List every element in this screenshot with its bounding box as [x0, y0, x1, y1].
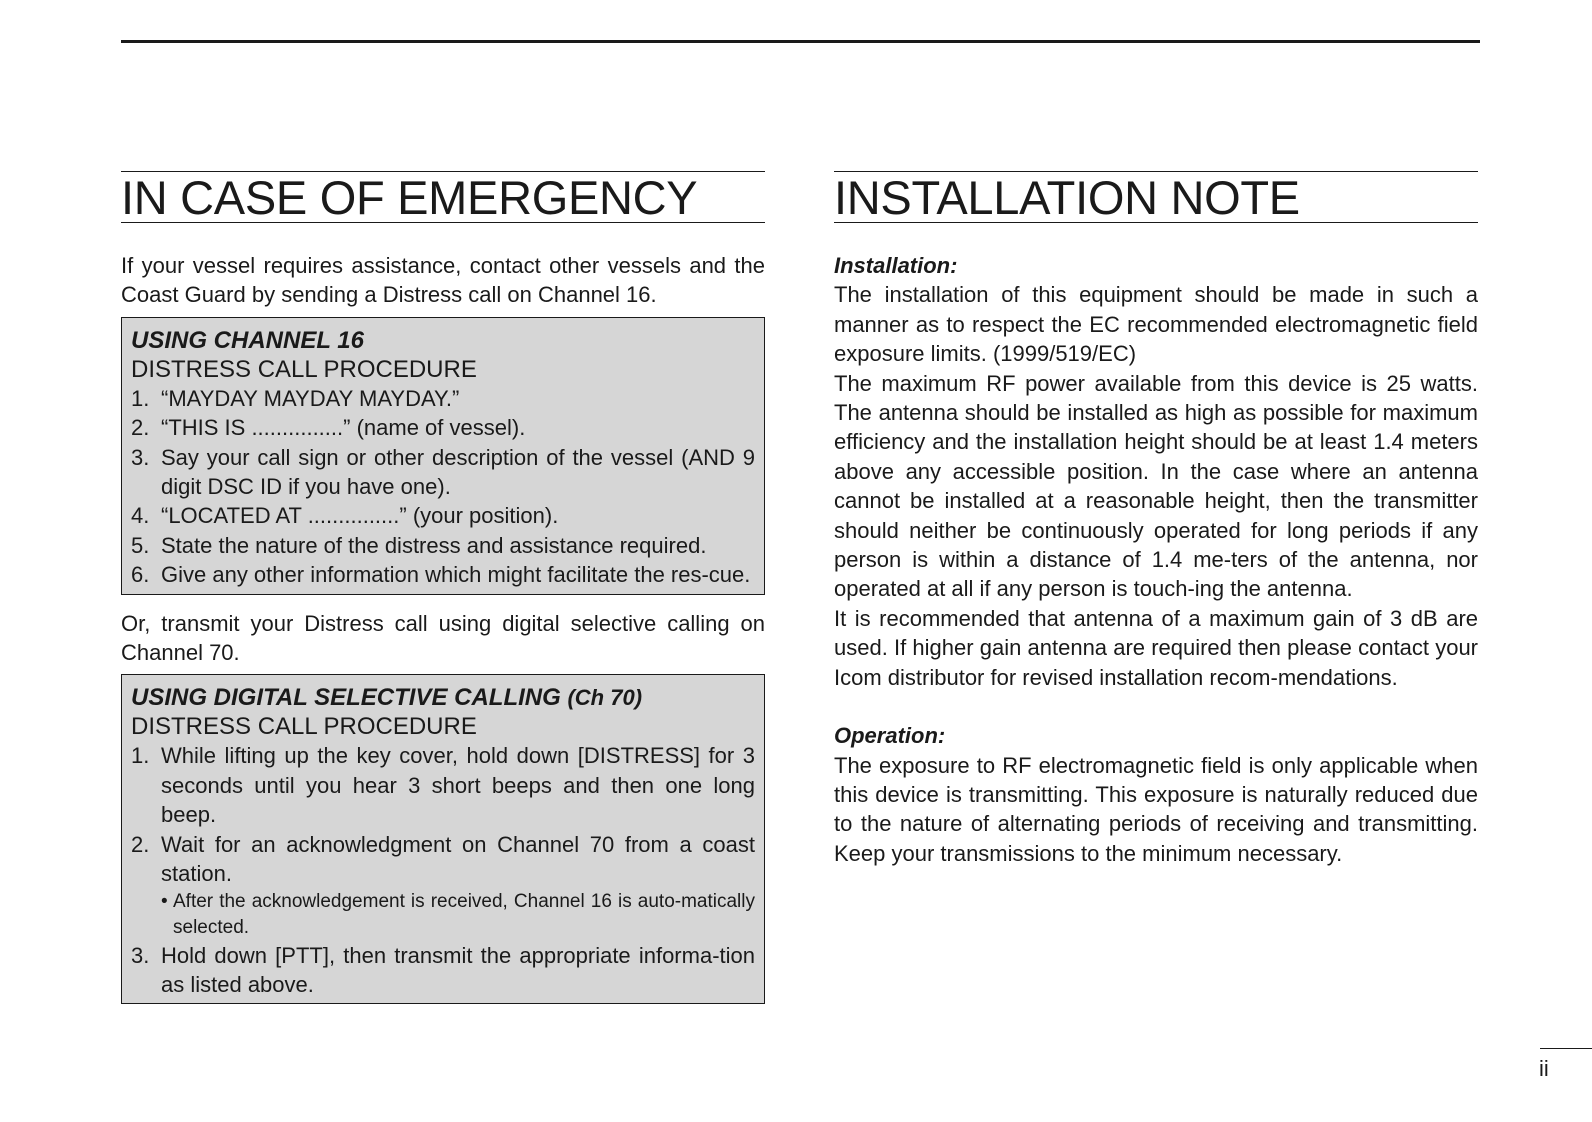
dsc-box-channel: (Ch 70)	[567, 685, 643, 711]
list-item	[131, 531, 755, 560]
list-item	[131, 830, 755, 889]
list-item	[131, 413, 755, 442]
step-text: While lifting up the key cover, hold down [DISTRESS] for 3 seconds until you hear 3 short beeps and then one long beep.	[161, 743, 755, 828]
installation-paragraph: The installation of this equipment should be made in such a manner as to respect the EC recommended electromagnetic field exposure limits. (1999/519/EC)	[834, 282, 1478, 367]
page-number: ii	[1539, 1056, 1549, 1081]
installation-paragraph: It is recommended that antenna of a maximum gain of 3 dB are used. If higher gain antenna are required then please contact your Icom distributor for revised installation recom-mendations.	[834, 605, 1478, 690]
channel16-box-title: USING CHANNEL 16	[131, 326, 364, 354]
dsc-steps	[131, 741, 755, 999]
step-number: 1.	[131, 743, 150, 769]
channel16-procedure-box	[121, 317, 765, 595]
step-number: 4.	[131, 503, 150, 529]
step-number: 1.	[131, 385, 150, 411]
installation-title: INSTALLATION NOTE	[834, 171, 1478, 223]
dsc-procedure-box	[121, 674, 765, 1004]
step-text: “LOCATED AT ...............” (your position).	[161, 503, 559, 529]
step-text: State the nature of the distress and assistance required.	[161, 532, 707, 558]
dsc-box-title-text: USING DIGITAL SELECTIVE CALLING	[131, 684, 561, 712]
channel16-steps	[131, 384, 755, 590]
header-rule	[121, 40, 1480, 43]
step-text: Wait for an acknowledgment on Channel 70 from a coast station.	[161, 831, 755, 887]
emergency-column	[121, 171, 765, 1004]
list-item	[131, 560, 755, 589]
step-text: “MAYDAY MAYDAY MAYDAY.”	[161, 385, 460, 411]
emergency-title: IN CASE OF EMERGENCY	[121, 171, 765, 223]
operation-heading: Operation:	[834, 723, 946, 749]
step-text: Hold down [PTT], then transmit the appropriate informa-tion as listed above.	[161, 942, 755, 997]
bullet-icon: •	[161, 890, 168, 912]
dsc-box-subtitle: DISTRESS CALL PROCEDURE	[131, 713, 477, 741]
list-item	[131, 741, 755, 829]
dsc-box-title	[131, 683, 755, 712]
operation-paragraph: The exposure to RF electromagnetic field is only applicable when this device is transmitting. This exposure is naturally reduced due to the nature of alternating periods of receiving and transmitting. Keep your transmissions to the minimum necessary.	[834, 752, 1478, 866]
step-text: Give any other information which might facilitate the res-cue.	[161, 562, 751, 588]
installation-paragraph: The maximum RF power available from this device is 25 watts. The antenna should be installed as high as possible for maximum efficiency and the installation height should be at least 1.4 meters above any accessible position. In the case where an antenna cannot be installed at a reasonable height, then the transmitter should neither be continuously operated for long periods if any person is within a distance of 1.4 me-ters of the antenna, nor operated at all if any person is touch-ing the antenna.	[834, 370, 1478, 602]
step-number: 5.	[131, 532, 150, 558]
installation-heading: Installation:	[834, 253, 958, 278]
step-number: 6.	[131, 562, 150, 588]
note-text: After the acknowledgement is received, Channel 16 is auto-matically selected.	[173, 890, 755, 938]
installation-column	[834, 171, 1478, 868]
dsc-note	[131, 889, 755, 941]
step-text: Say your call sign or other description of the vessel (AND 9 digit DSC ID if you have one).	[161, 444, 755, 500]
step-number: 2.	[131, 831, 150, 857]
list-item	[131, 941, 755, 1000]
step-text: “THIS IS ...............” (name of vessel).	[161, 415, 526, 441]
step-number: 2.	[131, 415, 150, 441]
page-number-rule	[1540, 1048, 1592, 1049]
list-item	[131, 501, 755, 530]
list-item	[131, 384, 755, 413]
dsc-intro: Or, transmit your Distress call using digital selective calling on Channel 70.	[121, 610, 765, 666]
emergency-intro: If your vessel requires assistance, contact other vessels and the Coast Guard by sending a Distress call on Channel 16.	[121, 253, 765, 308]
list-item	[131, 443, 755, 502]
channel16-box-subtitle: DISTRESS CALL PROCEDURE	[131, 355, 477, 383]
step-number: 3.	[131, 444, 150, 470]
step-number: 3.	[131, 942, 150, 968]
